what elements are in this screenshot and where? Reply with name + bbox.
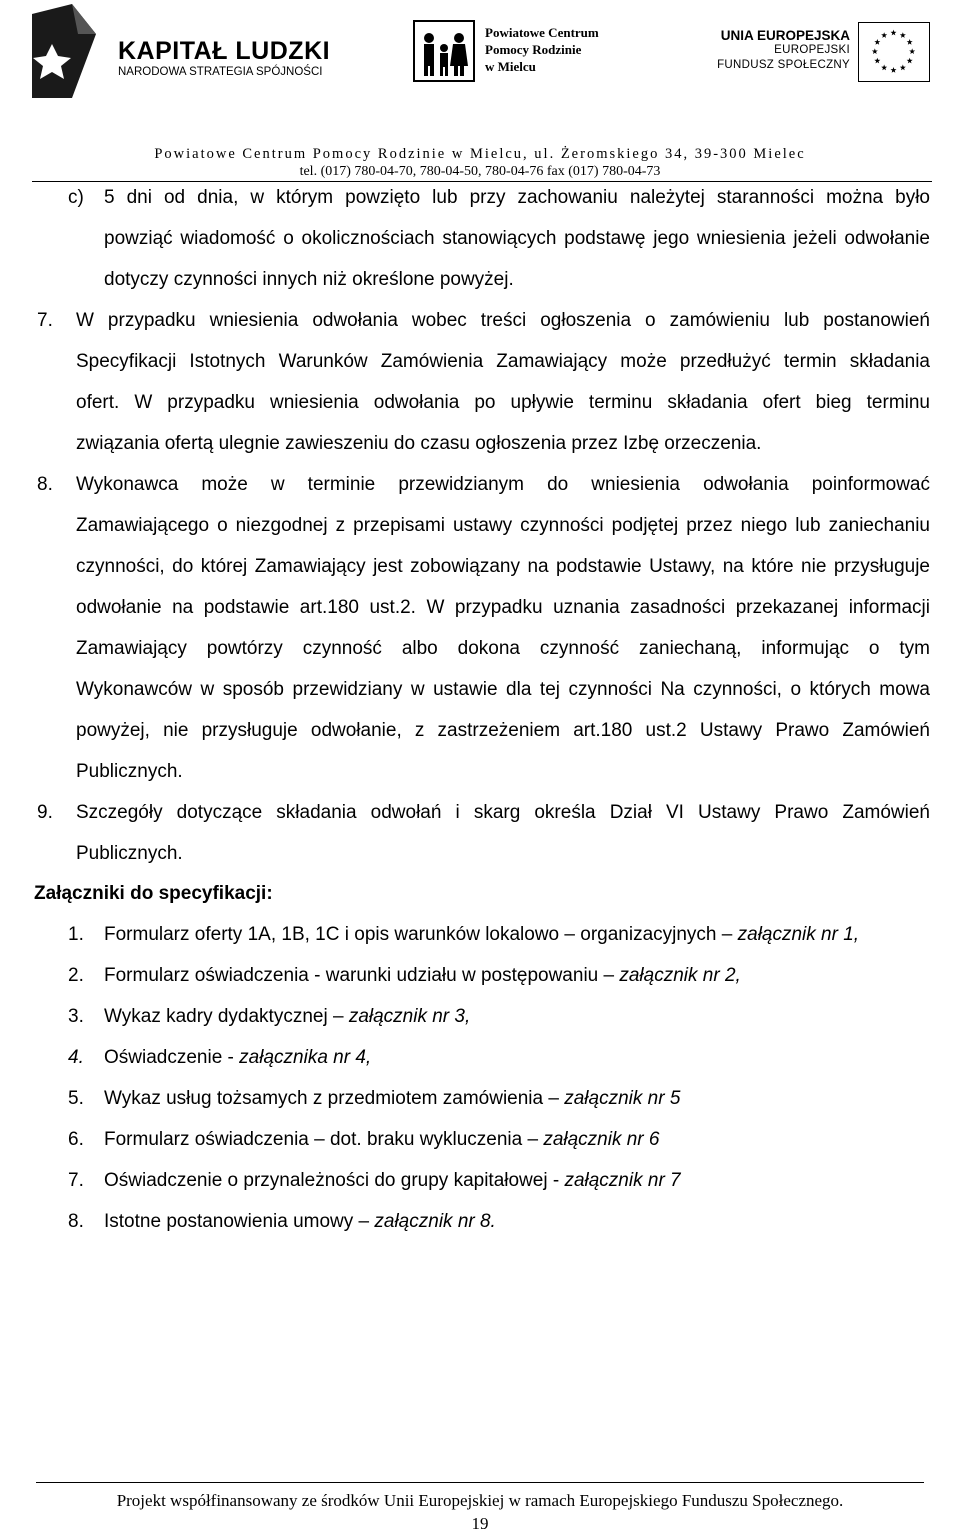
item-9-line: Szczegóły dotyczące składania odwołań i skarg określa Dział VI Ustawy Prawo Zamówień — [76, 802, 930, 823]
pcpr-line-2: Pomocy Rodzinie — [485, 42, 582, 57]
attachment-text: Wykaz kadry dydaktycznej – — [104, 1006, 349, 1027]
item-7-marker: 7. — [37, 310, 53, 331]
attachment-item — [104, 1128, 659, 1152]
item-8-marker: 8. — [37, 474, 53, 495]
attachment-number: 5. — [68, 1088, 84, 1109]
eu-star-icon — [900, 32, 906, 38]
item-c-marker: c) — [68, 187, 84, 208]
eu-star-icon — [909, 48, 915, 54]
item-8-line: czynności, do której Zamawiający jest zobowiązany na podstawie Ustawy, na które nie przysługuje — [76, 556, 930, 577]
item-7-line: W przypadku wniesienia odwołania wobec treści ogłoszenia o zamówieniu lub postanowień — [76, 310, 930, 331]
item-c-line: dotyczy czynności innych niż określone powyżej. — [104, 269, 514, 290]
eu-star-icon — [900, 65, 906, 71]
pcpr-line-3: w Mielcu — [485, 59, 536, 74]
attachment-number: 6. — [68, 1129, 84, 1150]
pcpr-line-1: Powiatowe Centrum — [485, 25, 599, 40]
kapital-ludzki-emblem-icon — [32, 4, 96, 98]
eu-flag-icon — [858, 22, 930, 82]
attachment-item — [104, 1046, 371, 1070]
attachment-ref: załącznik nr 6 — [543, 1129, 660, 1150]
attachment-text: Oświadczenie - — [104, 1047, 240, 1068]
item-7-line: ofert. W przypadku wniesienia odwołania po upływie terminu składania ofert bieg terminu — [76, 392, 930, 413]
item-8-line: powyżej, nie przysługuje odwołanie, z zastrzeżeniem art.180 ust.2 Ustawy Prawo Zamówień — [76, 720, 930, 741]
kapital-ludzki-subtitle: NARODOWA STRATEGIA SPÓJNOŚCI — [118, 66, 323, 78]
kapital-ludzki-title: KAPITAŁ LUDZKI — [118, 37, 331, 65]
attachment-text: Formularz oferty 1A, 1B, 1C i opis warunków lokalowo – organizacyjnych – — [104, 924, 738, 945]
footer-text: Projekt współfinansowany ze środków Unii Europejskiej w ramach Europejskiego Funduszu Społecznego. — [116, 1491, 844, 1510]
attachment-text: Formularz oświadczenia – dot. braku wykluczenia – — [104, 1129, 544, 1150]
item-7-line: związania ofertą ulegnie zawieszeniu do czasu ogłoszenia przez Izbę orzeczenia. — [76, 433, 762, 454]
attachment-item — [104, 1169, 681, 1193]
attachment-text: Wykaz usług tożsamych z przedmiotem zamówienia – — [104, 1088, 565, 1109]
header-divider — [32, 181, 932, 182]
eu-line-2: EUROPEJSKI — [774, 44, 850, 56]
kapital-ludzki-logo — [30, 4, 330, 98]
attachment-number: 7. — [68, 1170, 84, 1191]
attachment-ref: załącznika nr 4, — [239, 1047, 372, 1068]
item-9-marker: 9. — [37, 802, 53, 823]
attachment-item — [104, 964, 741, 988]
attachment-number: 1. — [68, 924, 84, 945]
item-9-line: Publicznych. — [76, 843, 183, 864]
attachment-item — [104, 923, 859, 947]
family-icon — [413, 20, 475, 82]
item-8-line: Wykonawców w sposób przewidziany w ustawie dla tej czynności Na czynności, o których mowa — [76, 679, 930, 700]
header-phone: tel. (017) 780-04-70, 780-04-50, 780-04-76 fax (017) 780-04-73 — [299, 164, 661, 179]
attachments-heading: Załączniki do specyfikacji: — [34, 883, 273, 904]
item-8-line: Publicznych. — [76, 761, 183, 782]
eu-star-icon — [881, 65, 887, 71]
attachment-number: 4. — [68, 1047, 84, 1068]
item-c-line: powziąć wiadomość o okolicznościach stanowiących podstawę jego wniesienia jeżeli odwołanie — [104, 228, 930, 249]
eu-star-icon — [872, 48, 878, 54]
attachment-ref: załącznik nr 8. — [374, 1211, 496, 1232]
attachment-number: 8. — [68, 1211, 84, 1232]
eu-logo — [717, 22, 930, 88]
attachment-text: Formularz oświadczenia - warunki udziału w postępowaniu – — [104, 965, 620, 986]
attachment-text: Istotne postanowienia umowy – — [104, 1211, 375, 1232]
eu-line-3: FUNDUSZ SPOŁECZNY — [717, 59, 850, 71]
item-7-line: Specyfikacji Istotnych Warunków Zamówienia Zamawiający może przedłużyć termin składania — [76, 351, 930, 372]
item-8-line: odwołanie na podstawie art.180 ust.2. W przypadku uznania zasadności przekazanej informacji — [76, 597, 930, 618]
attachment-ref: załącznik nr 7 — [564, 1170, 681, 1191]
eu-star-icon — [874, 58, 880, 64]
eu-line-1: UNIA EUROPEJSKA — [720, 28, 850, 43]
attachment-item — [104, 1087, 680, 1111]
item-8-line: Zamawiający powtórzy czynność albo dokona czynność zaniechaną, informując o tym — [76, 638, 930, 659]
pcpr-name — [485, 24, 599, 75]
attachment-ref: załącznik nr 2, — [619, 965, 741, 986]
eu-star-icon — [891, 30, 897, 36]
attachment-ref: załącznik nr 5 — [564, 1088, 681, 1109]
attachment-tail: , — [853, 924, 860, 945]
eu-star-icon — [881, 32, 887, 38]
eu-logo-text — [717, 28, 850, 73]
pcpr-logo — [413, 18, 633, 88]
attachment-ref: załącznik nr 3, — [348, 1006, 471, 1027]
attachment-number: 2. — [68, 965, 84, 986]
item-c-line: 5 dni od dnia, w którym powzięto lub przy zachowaniu należytej staranności można było — [104, 187, 930, 208]
attachment-number: 3. — [68, 1006, 84, 1027]
item-8-line: Wykonawca może w terminie przewidzianym do wniesienia odwołania poinformować — [76, 474, 930, 495]
eu-star-icon — [907, 39, 913, 45]
attachment-text: Oświadczenie o przynależności do grupy kapitałowej - — [104, 1170, 565, 1191]
item-8-line: Zamawiającego o niezgodnej z przepisami ustawy czynności podjętej przez niego lub zaniechaniu — [76, 515, 930, 536]
eu-star-icon — [891, 67, 897, 73]
footer-divider — [36, 1482, 924, 1483]
attachment-ref: załącznik nr 1 — [737, 924, 854, 945]
eu-star-icon — [907, 58, 913, 64]
page-number: 19 — [471, 1514, 489, 1533]
eu-star-icon — [874, 39, 880, 45]
attachment-item — [104, 1210, 496, 1234]
attachment-item — [104, 1005, 470, 1029]
header-address: Powiatowe Centrum Pomocy Rodzinie w Mielcu, ul. Żeromskiego 34, 39-300 Mielec — [154, 146, 806, 162]
